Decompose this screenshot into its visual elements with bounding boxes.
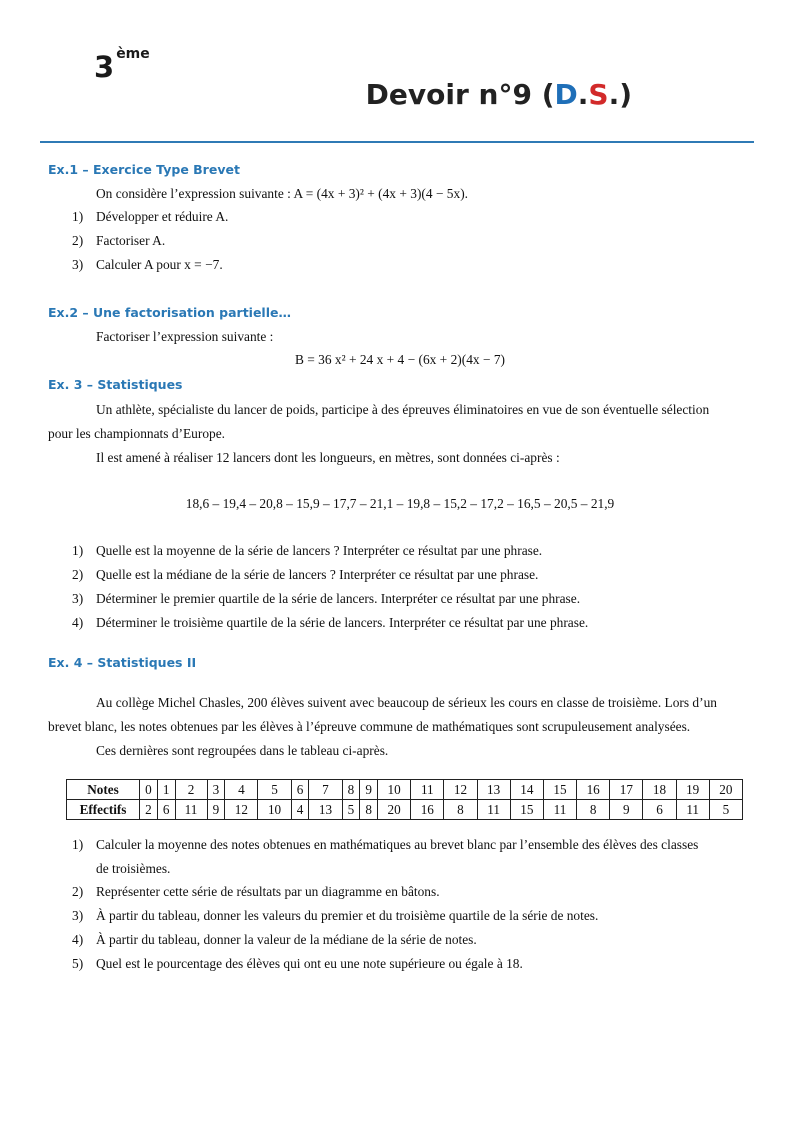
- effectif-cell: 2: [140, 800, 158, 820]
- ex3-title: Ex. 3 – Statistiques: [48, 377, 183, 392]
- effectif-cell: 8: [360, 800, 378, 820]
- table-row-effectifs: [67, 800, 743, 820]
- ex3-item-num: 1): [72, 543, 84, 558]
- ex1-title: Ex.1 – Exercice Type Brevet: [48, 162, 240, 177]
- ex3-item-text: Déterminer le premier quartile de la série de lancers. Interpréter ce résultat par une phrase.: [96, 591, 581, 606]
- title-s: S: [588, 78, 609, 111]
- ex3-paragraph-line: pour les championnats d’Europe.: [48, 426, 226, 441]
- effectif-cell: 5: [342, 800, 360, 820]
- ex1-item-num: 2): [72, 233, 84, 248]
- ex1-intro: On considère l’expression suivante : A = (4x + 3)² + (4x + 3)(4 − 5x).: [96, 186, 469, 201]
- ex4-item-text: Quel est le pourcentage des élèves qui ont eu une note supérieure ou égale à 18.: [96, 956, 523, 971]
- ex4-item-text: À partir du tableau, donner les valeurs du premier et du troisième quartile de la série de notes.: [96, 908, 599, 923]
- ex3-paragraph-line: Un athlète, spécialiste du lancer de poids, participe à des épreuves éliminatoires en vue de son éventuelle sélection: [96, 402, 710, 417]
- note-cell: 7: [309, 780, 342, 800]
- ex1-item-text: Calculer A pour x = −7.: [96, 257, 223, 272]
- ex4-item-num: 4): [72, 932, 84, 947]
- ex1-item-num: 1): [72, 209, 84, 224]
- effectif-cell: 11: [175, 800, 207, 820]
- ex2-formula: B = 36 x² + 24 x + 4 − (6x + 2)(4x − 7): [294, 352, 505, 367]
- note-cell: 10: [378, 780, 411, 800]
- effectif-cell: 11: [477, 800, 510, 820]
- effectif-cell: 15: [510, 800, 543, 820]
- effectif-cell: 12: [225, 800, 258, 820]
- ex4-item-num: 3): [72, 908, 84, 923]
- row-header-effectifs: Effectifs: [67, 800, 140, 820]
- ex4-item-text: Représenter cette série de résultats par un diagramme en bâtons.: [96, 884, 440, 899]
- note-cell: 14: [510, 780, 543, 800]
- ex2-title: Ex.2 – Une factorisation partielle…: [48, 305, 291, 320]
- grades-table: [66, 779, 743, 820]
- class-level-number: 3: [94, 50, 115, 84]
- effectif-cell: 9: [207, 800, 225, 820]
- effectif-cell: 8: [577, 800, 610, 820]
- note-cell: 8: [342, 780, 360, 800]
- effectif-cell: 9: [610, 800, 643, 820]
- ex3-item-text: Déterminer le troisième quartile de la série de lancers. Interpréter ce résultat par une phrase.: [96, 615, 589, 630]
- effectif-cell: 5: [709, 800, 742, 820]
- title-suffix: .): [608, 78, 632, 111]
- note-cell: 11: [411, 780, 444, 800]
- class-level-suffix: ème: [116, 46, 150, 62]
- note-cell: 15: [543, 780, 576, 800]
- effectif-cell: 11: [543, 800, 576, 820]
- ex4-item-num: 1): [72, 837, 84, 852]
- ex4-item-text: Calculer la moyenne des notes obtenues en mathématiques au brevet blanc par l’ensemble des élèves des classes: [96, 837, 699, 852]
- note-cell: 0: [140, 780, 158, 800]
- ex1-item-num: 3): [72, 257, 84, 272]
- ex3-item-num: 4): [72, 615, 84, 630]
- note-cell: 3: [207, 780, 225, 800]
- title-d: D: [554, 78, 578, 111]
- ex1-item-text: Factoriser A.: [96, 233, 166, 248]
- note-cell: 13: [477, 780, 510, 800]
- note-cell: 4: [225, 780, 258, 800]
- header-divider: [40, 141, 754, 143]
- effectif-cell: 16: [411, 800, 444, 820]
- note-cell: 18: [643, 780, 676, 800]
- ex3-paragraph: Il est amené à réaliser 12 lancers dont les longueurs, en mètres, sont données ci-après :: [96, 450, 560, 465]
- note-cell: 12: [444, 780, 477, 800]
- note-cell: 16: [577, 780, 610, 800]
- effectif-cell: 10: [258, 800, 291, 820]
- ex3-series: 18,6 – 19,4 – 20,8 – 15,9 – 17,7 – 21,1 – 19,8 – 15,2 – 17,2 – 16,5 – 20,5 – 21,9: [185, 496, 615, 511]
- title-prefix: Devoir n°9 (: [365, 78, 555, 111]
- row-header-notes: Notes: [67, 780, 140, 800]
- effectif-cell: 11: [676, 800, 709, 820]
- note-cell: 20: [709, 780, 742, 800]
- ex1-item-text: Développer et réduire A.: [96, 209, 229, 224]
- ex3-item-text: Quelle est la médiane de la série de lancers ? Interpréter ce résultat par une phrase.: [96, 567, 539, 582]
- note-cell: 6: [291, 780, 309, 800]
- title-dot: .: [577, 78, 589, 111]
- ex4-item-text: À partir du tableau, donner la valeur de la médiane de la série de notes.: [96, 932, 477, 947]
- ex3-item-text: Quelle est la moyenne de la série de lancers ? Interpréter ce résultat par une phrase.: [96, 543, 543, 558]
- ex4-paragraph-line: Au collège Michel Chasles, 200 élèves suivent avec beaucoup de sérieux les cours en classe de troisième. Lors d’un: [96, 695, 717, 710]
- note-cell: 19: [676, 780, 709, 800]
- note-cell: 2: [175, 780, 207, 800]
- effectif-cell: 13: [309, 800, 342, 820]
- ex4-item-text-continued: de troisièmes.: [96, 861, 171, 876]
- effectif-cell: 4: [291, 800, 309, 820]
- ex4-paragraph: Ces dernières sont regroupées dans le tableau ci-après.: [96, 743, 389, 758]
- effectif-cell: 6: [157, 800, 175, 820]
- note-cell: 5: [258, 780, 291, 800]
- effectif-cell: 6: [643, 800, 676, 820]
- ex3-item-num: 3): [72, 591, 84, 606]
- note-cell: 1: [157, 780, 175, 800]
- note-cell: 9: [360, 780, 378, 800]
- ex4-paragraph-line: brevet blanc, les notes obtenues par les élèves à l’épreuve commune de mathématiques sont scrupuleusement analysées.: [48, 719, 691, 734]
- ex2-intro: Factoriser l’expression suivante :: [96, 329, 274, 344]
- ex4-item-num: 2): [72, 884, 84, 899]
- ex4-title: Ex. 4 – Statistiques II: [48, 655, 197, 670]
- note-cell: 17: [610, 780, 643, 800]
- class-level: [94, 46, 150, 84]
- ex3-item-num: 2): [72, 567, 84, 582]
- effectif-cell: 20: [378, 800, 411, 820]
- page-title: [366, 78, 632, 111]
- effectif-cell: 8: [444, 800, 477, 820]
- ex4-item-num: 5): [72, 956, 84, 971]
- table-row-notes: [67, 780, 743, 800]
